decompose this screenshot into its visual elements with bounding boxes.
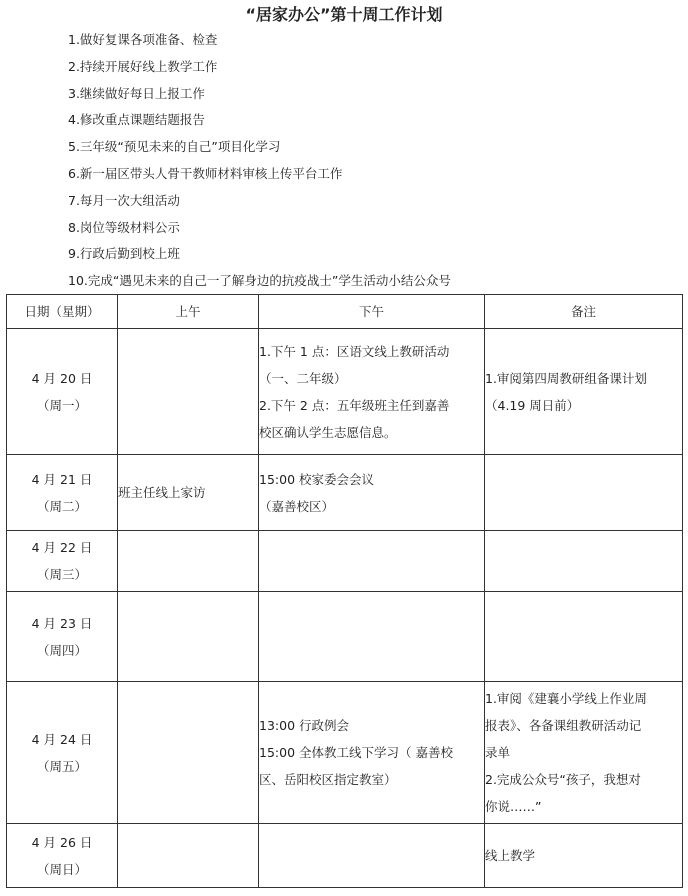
date-cell [7,531,118,592]
weekday-text: （周四） [36,642,87,658]
column-header-afternoon: 下午 [259,295,485,329]
notes-cell [485,329,683,455]
afternoon-cell [259,531,485,592]
notes-line: 你说……” [485,799,542,814]
task-item: 7.每月一次大组活动 [68,192,180,208]
notes-cell [485,682,683,824]
afternoon-cell [259,824,485,888]
notes-cell [485,592,683,682]
notes-line: 线上教学 [485,848,536,863]
task-item: 6.新一届区带头人骨干教师材料审核上传平台工作 [68,165,343,181]
date-text: 4 月 24 日 [31,731,93,747]
task-item: 1.做好复课各项准备、检查 [68,32,218,47]
date-cell [7,682,118,824]
notes-line: 报表》、各备课组教研活动记 [485,718,642,733]
afternoon-cell [259,329,485,455]
afternoon-line: 15:00 校家委会会议 [259,471,374,487]
date-text: 4 月 23 日 [31,615,93,631]
task-item: 9.行政后勤到校上班 [68,246,180,262]
morning-cell [118,682,259,824]
date-text: 4 月 20 日 [31,370,93,386]
table-row [7,455,683,531]
table-row [7,824,683,888]
notes-line: 1.审阅《建襄小学线上作业周 [485,691,647,706]
afternoon-line: 区、岳阳校区指定教室） [259,772,397,787]
afternoon-line: 15:00 全体教工线下学习（ 嘉善校 [259,745,453,760]
task-item: 4.修改重点课题结题报告 [68,112,205,128]
notes-line: 1.审阅第四周教研组备课计划 [485,370,647,386]
task-item: 5.三年级“预见未来的自己”项目化学习 [68,139,281,155]
date-cell [7,592,118,682]
afternoon-line: （嘉善校区） [259,498,335,514]
weekday-text: （周三） [36,567,87,582]
date-cell [7,455,118,531]
task-item: 3.继续做好每日上报工作 [68,85,205,101]
task-list [68,30,451,298]
weekly-plan-table [6,294,683,888]
notes-cell [485,824,683,888]
afternoon-line: （一、二年级） [259,370,347,386]
date-text: 4 月 21 日 [31,471,93,487]
notes-cell [485,455,683,531]
morning-cell: 班主任线上家访 [118,455,259,531]
table-row [7,531,683,592]
date-cell [7,329,118,455]
date-text: 4 月 26 日 [31,834,93,850]
afternoon-cell [259,682,485,824]
column-header-morning: 上午 [118,295,259,329]
weekday-text: （周一） [36,397,87,413]
morning-cell [118,824,259,888]
afternoon-cell [259,455,485,531]
task-item: 10.完成“遇见未来的自己一了解身边的抗疫战士”学生活动小结公众号 [68,273,451,289]
afternoon-line: 1.下午 1 点：区语文线上教研活动 [259,343,450,359]
table-row [7,592,683,682]
task-item: 2.持续开展好线上教学工作 [68,58,218,74]
notes-line: 2.完成公众号“孩子，我想对 [485,772,641,787]
column-header-date: 日期（星期） [7,295,118,329]
weekday-text: （周五） [36,758,87,774]
afternoon-line: 校区确认学生志愿信息。 [259,424,397,440]
page-title: “居家办公”第十周工作计划 [245,5,443,24]
table-row [7,329,683,455]
afternoon-line: 13:00 行政例会 [259,718,349,733]
morning-cell [118,592,259,682]
notes-line: （4.19 周日前） [485,397,580,413]
notes-line: 录单 [485,745,511,760]
afternoon-cell [259,592,485,682]
task-item: 8.岗位等级材料公示 [68,219,180,235]
table-row [7,682,683,824]
column-header-notes: 备注 [485,295,683,329]
date-text: 4 月 22 日 [31,540,93,555]
notes-cell [485,531,683,592]
table-header-row [7,295,683,329]
morning-cell [118,329,259,455]
afternoon-line: 2.下午 2 点：五年级班主任到嘉善 [259,397,450,413]
date-cell [7,824,118,888]
weekday-text: （周日） [36,861,87,877]
weekday-text: （周二） [36,498,87,514]
morning-cell [118,531,259,592]
